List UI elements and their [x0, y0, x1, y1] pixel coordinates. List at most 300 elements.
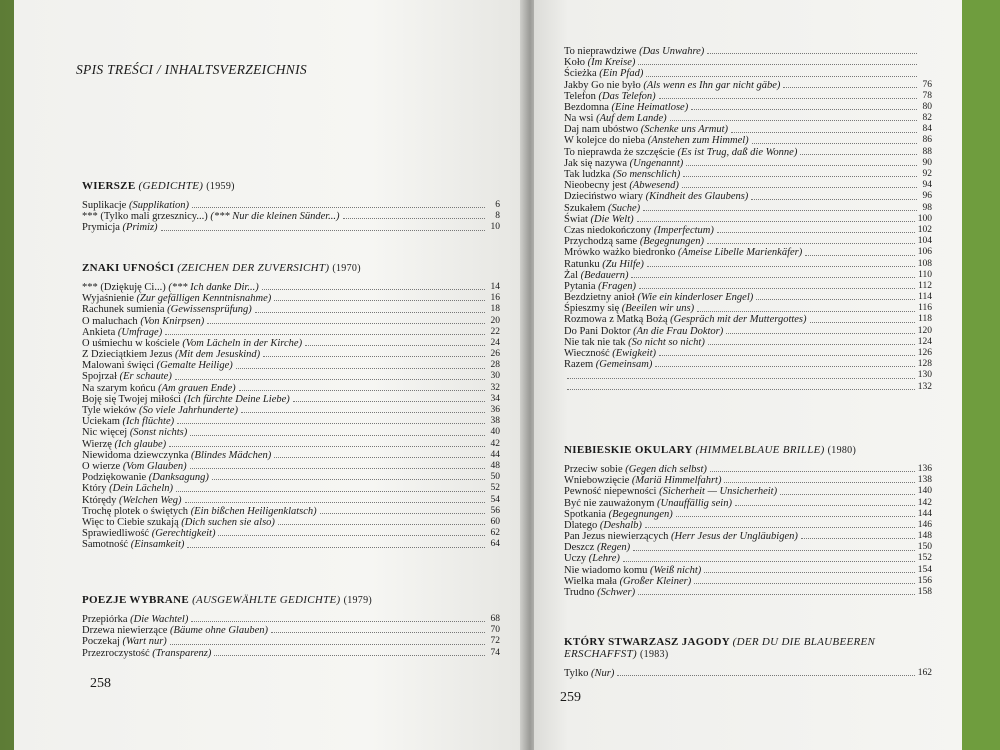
dot-leader: [207, 323, 485, 324]
entry-page-number: 60: [490, 516, 500, 527]
toc-entry: [564, 668, 932, 679]
entry-title-de: (Gespräch mit der Muttergottes): [670, 314, 807, 326]
dot-leader: [190, 468, 485, 469]
entry-title-de: (Suche): [608, 202, 641, 214]
entry-title-pl: O uśmiechu w kościele: [82, 337, 180, 349]
toc-entry: [82, 472, 500, 483]
entry-title-pl: Na szarym końcu: [82, 382, 156, 394]
dot-leader: [637, 221, 915, 222]
entry-page-number: 98: [922, 202, 932, 213]
entry-page-number: 124: [917, 336, 932, 347]
entry-title-pl: Wniebowzięcie: [564, 475, 630, 487]
entry-title-pl: Żal: [564, 269, 578, 281]
entry-page-number: 10: [490, 222, 500, 233]
dot-leader: [756, 299, 915, 300]
dot-leader: [717, 232, 915, 233]
entry-page-number: 108: [917, 258, 932, 269]
entry-title-de: (Supplikation): [128, 199, 190, 211]
entry-page-number: 42: [490, 438, 500, 449]
entry-title-de: (Dich suchen sie also): [181, 516, 275, 528]
entry-page-number: 8: [495, 211, 500, 222]
entry-title-pl: To nieprawdziwe: [564, 45, 637, 57]
entry-title-de: (Vom Lächeln in der Kirche): [182, 337, 303, 349]
entry-page-number: 28: [490, 360, 500, 371]
toc-entry: [564, 382, 932, 393]
entry-title-pl: Czas niedokończony: [564, 224, 652, 236]
entry-title-de: (Gewissensprüfung): [167, 304, 252, 316]
entry-title-de: (Wie ein kinderloser Engel): [637, 292, 754, 304]
dot-leader: [645, 527, 915, 528]
toc-entry: [564, 236, 932, 247]
entry-page-number: 16: [490, 293, 500, 304]
entry-title-de: (Wart nur): [122, 636, 167, 648]
entry-title-de: (Gegen dich selbst): [625, 463, 707, 475]
entry-title-de: (Dein Lächeln): [109, 483, 173, 495]
toc-section: [82, 180, 500, 234]
toc-entry: [564, 292, 932, 303]
dot-leader: [191, 621, 485, 622]
entry-title-pl: Bezdzietny anioł: [564, 292, 635, 304]
toc-entry: [82, 614, 500, 625]
entry-page-number: 96: [922, 191, 932, 202]
dot-leader: [708, 344, 915, 345]
entry-title-de: (Er schaute): [119, 371, 172, 383]
entry-page-number: 82: [922, 113, 932, 124]
toc-entry: [564, 576, 932, 587]
entry-page-number: 102: [917, 224, 932, 235]
entry-title-de: (Gerechtigkeit): [151, 528, 216, 540]
entry-title-de: (Weiß nicht): [650, 564, 702, 576]
dot-leader: [780, 494, 915, 495]
toc-entry: [82, 327, 500, 338]
entry-page-number: 88: [922, 146, 932, 157]
entry-title-de: (Ameise Libelle Marienkäfer): [678, 247, 803, 259]
dot-leader: [255, 312, 485, 313]
toc-entry: [82, 648, 500, 659]
entry-title-pl: Samotność: [82, 539, 129, 551]
entry-title-pl: Spotkania: [564, 508, 606, 520]
entry-page-number: 48: [490, 460, 500, 471]
toc-entry: [564, 348, 932, 359]
left-page: [14, 0, 524, 750]
entry-page-number: 152: [917, 553, 932, 564]
toc-entry: [82, 349, 500, 360]
entry-title-de: (Kindheit des Glaubens): [645, 191, 749, 203]
dot-leader: [320, 513, 485, 514]
entry-title-pl: Wielka mała: [564, 575, 617, 587]
toc-entry: [564, 326, 932, 337]
entry-title-de: (Gemeinsam): [595, 359, 653, 371]
toc-entry: [82, 372, 500, 383]
dot-leader: [676, 516, 915, 517]
entry-title-de: (Fragen): [598, 280, 637, 292]
entry-title-de: (Schwer): [597, 587, 636, 599]
entry-title-de: (Bäume ohne Glauben): [170, 625, 269, 637]
dot-leader: [236, 368, 485, 369]
dot-leader: [567, 389, 915, 390]
toc-entry: [82, 304, 500, 315]
dot-leader: [801, 538, 915, 539]
entry-title-de: (Begegnungen): [639, 236, 704, 248]
entry-page-number: 118: [918, 314, 932, 325]
entry-page-number: 114: [918, 292, 932, 303]
dot-leader: [274, 457, 485, 458]
entry-title-pl: *** (Dziękuję Ci...): [82, 281, 166, 293]
toc-entry: [564, 91, 932, 102]
toc-entry: [564, 554, 932, 565]
entry-page-number: 148: [917, 531, 932, 542]
entry-page-number: 104: [917, 236, 932, 247]
entry-title-pl: Przepiórka: [82, 613, 128, 625]
toc-entry: [82, 211, 500, 222]
dot-leader: [659, 98, 917, 99]
entry-title-pl: Którędy: [82, 494, 117, 506]
entry-title-de: (So viele Jahrhunderte): [139, 405, 238, 417]
entry-title-pl: Razem: [564, 359, 594, 371]
entry-title-pl: Pytania: [564, 280, 596, 292]
toc-entry: [564, 498, 932, 509]
toc-section: [82, 594, 500, 659]
toc-entry: [82, 461, 500, 472]
entry-page-number: 94: [922, 180, 932, 191]
page-number: 259: [560, 690, 581, 705]
dot-leader: [218, 535, 485, 536]
entry-title-de: (Regen): [596, 542, 631, 554]
entry-page-number: 14: [490, 281, 500, 292]
entry-title-pl: Rachunek sumienia: [82, 304, 165, 316]
dot-leader: [165, 334, 485, 335]
entry-page-number: 144: [917, 508, 932, 519]
entry-title-pl: Pewność niepewności: [564, 486, 657, 498]
dot-leader: [686, 165, 917, 166]
toc-entry: [564, 80, 932, 91]
toc-entry: [82, 293, 500, 304]
toc-entry: [564, 509, 932, 520]
dot-leader: [278, 524, 485, 525]
toc-entry: [564, 147, 932, 158]
entry-page-number: 74: [490, 647, 500, 658]
entry-title-pl: Spojrzał: [82, 371, 117, 383]
entry-title-de: (Die Wachtel): [130, 613, 189, 625]
dot-leader: [271, 632, 485, 633]
dot-leader: [670, 120, 917, 121]
toc-entry: [564, 180, 932, 191]
entry-title-pl: To nieprawda że szczęście: [564, 146, 675, 158]
entry-title-de: (An die Frau Doktor): [633, 325, 724, 337]
entry-page-number: 30: [490, 371, 500, 382]
entry-page-number: 90: [922, 157, 932, 168]
entry-title-de: (Ungenannt): [629, 157, 684, 169]
entry-title-de: (Imperfectum): [653, 224, 714, 236]
dot-leader: [293, 401, 485, 402]
entry-page-number: 44: [490, 449, 500, 460]
entry-page-number: 142: [917, 497, 932, 508]
entry-page-number: 72: [490, 636, 500, 647]
entry-page-number: 68: [490, 613, 500, 624]
entry-page-number: 158: [917, 587, 932, 598]
entry-page-number: 86: [922, 135, 932, 146]
entry-page-number: 110: [918, 269, 932, 280]
entry-title-de: (Großer Kleiner): [619, 575, 692, 587]
entry-title-de: (Im Kreise): [587, 57, 636, 69]
entry-title-de: (Nur): [590, 667, 615, 679]
toc-entry: [564, 57, 932, 68]
entry-title-de: (*** Nur die kleinen Sünder...): [210, 211, 340, 223]
toc-entry: [564, 315, 932, 326]
dot-leader: [646, 76, 917, 77]
entry-page-number: 18: [490, 304, 500, 315]
dot-leader: [707, 53, 917, 54]
entry-page-number: 36: [490, 405, 500, 416]
entry-title-de: (Ich flüchte): [122, 416, 175, 428]
entry-page-number: 76: [922, 79, 932, 90]
entry-title-de: (Abwesend): [629, 180, 679, 192]
entry-title-pl: Przezroczystość: [82, 647, 150, 659]
entry-title-de: (Schenke uns Armut): [640, 124, 728, 136]
entry-title-pl: Rozmowa z Matką Bożą: [564, 314, 668, 326]
entry-title-de: (Herr Jesus der Ungläubigen): [671, 531, 798, 543]
toc-entry: [564, 113, 932, 124]
entry-title-pl: Daj nam ubóstwo: [564, 124, 639, 136]
dot-leader: [214, 655, 485, 656]
dot-leader: [185, 502, 485, 503]
toc-entry: [82, 439, 500, 450]
entry-page-number: 62: [490, 528, 500, 539]
entry-title-de: (Transparenz): [152, 647, 212, 659]
dot-leader: [190, 435, 485, 436]
section-title: ZNAKI UFNOŚCI (ZEICHEN DER ZUVERSICHT) (1970): [82, 262, 361, 274]
dot-leader: [161, 230, 485, 231]
entry-title-de: (Das Telefon): [598, 90, 656, 102]
dot-leader: [752, 143, 917, 144]
entry-title-pl: Tak ludzka: [564, 169, 611, 181]
toc-entry: [564, 169, 932, 180]
dot-leader: [175, 379, 485, 380]
dot-leader: [707, 243, 915, 244]
section-title: KTÓRY STWARZASZ JAGODY (DER DU DIE BLAUBEEREN ERSCHAFFST) (1983): [564, 636, 876, 660]
dot-leader: [192, 207, 485, 208]
entry-page-number: 106: [917, 247, 932, 258]
dot-leader: [643, 210, 917, 211]
toc-continued-list: [564, 46, 932, 393]
entry-title-de: (Am grauen Ende): [158, 382, 236, 394]
entry-title-de: (Unauffällig sein): [657, 497, 732, 509]
entry-title-de: (Ich glaube): [114, 438, 167, 450]
entry-title-de: (Auf dem Lande): [596, 113, 667, 125]
toc-entry: [82, 282, 500, 293]
toc-entry: [564, 270, 932, 281]
entry-title-pl: *** (Tylko mali grzesznicy...): [82, 211, 208, 223]
dot-leader: [800, 154, 917, 155]
toc-entry: [564, 68, 932, 79]
dot-leader: [724, 482, 914, 483]
entry-page-number: 126: [917, 348, 932, 359]
entry-title-de: (Mit dem Jesuskind): [175, 349, 261, 361]
entry-title-pl: Telefon: [564, 90, 596, 102]
entry-title-pl: Tylko: [564, 667, 589, 679]
entry-page-number: 34: [490, 393, 500, 404]
dot-leader: [731, 132, 917, 133]
entry-title-de: (Die Welt): [590, 213, 634, 225]
entry-title-pl: Który: [82, 483, 107, 495]
entry-page-number: 32: [490, 382, 500, 393]
entry-title-de: (Blindes Mädchen): [191, 449, 272, 461]
entry-title-de: (Ein Pfad): [599, 68, 644, 80]
entry-page-number: 112: [918, 280, 932, 291]
entry-page-number: 56: [490, 505, 500, 516]
entry-title-pl: Mrówko ważko biedronko: [564, 247, 676, 259]
entry-title-pl: Nie tak nie tak: [564, 336, 626, 348]
toc-entry: [82, 222, 500, 233]
entry-title-pl: Niewidoma dziewczynka: [82, 449, 189, 461]
toc-entry: [82, 383, 500, 394]
entry-title-pl: Nieobecny jest: [564, 180, 627, 192]
entry-title-de: (Zur gefälligen Kenntnisnahme): [136, 293, 272, 305]
entry-title-pl: O maluchach: [82, 315, 138, 327]
entry-title-de: (Lehre): [588, 553, 620, 565]
entry-title-de: (Sonst nichts): [129, 427, 188, 439]
toc-entry: [564, 191, 932, 202]
entry-page-number: 100: [917, 213, 932, 224]
entry-page-number: 40: [490, 427, 500, 438]
dot-leader: [623, 561, 915, 562]
toc-entry: [82, 394, 500, 405]
toc-entry: [564, 259, 932, 270]
entry-title-pl: Wyjaśnienie: [82, 293, 134, 305]
entry-title-de: (Sicherheit — Unsicherheit): [659, 486, 778, 498]
entry-title-de: (Einsamkeit): [130, 539, 185, 551]
entry-title-pl: Trochę plotek o świętych: [82, 505, 189, 517]
entry-page-number: 22: [490, 326, 500, 337]
toc-entry: [82, 528, 500, 539]
dot-leader: [239, 390, 485, 391]
entry-title-pl: Szukałem: [564, 202, 606, 214]
dot-leader: [177, 423, 485, 424]
entry-title-de: (Ich fürchte Deine Liebe): [183, 393, 290, 405]
toc-entry: [564, 587, 932, 598]
entry-title-pl: Sprawiedliwość: [82, 528, 150, 540]
entry-title-pl: O wierze: [82, 460, 121, 472]
toc-entry: [82, 427, 500, 438]
entry-title-pl: Bezdomna: [564, 101, 609, 113]
toc-entry: [564, 203, 932, 214]
toc-entry: [82, 338, 500, 349]
toc-section: [564, 444, 932, 598]
toc-entry: [82, 636, 500, 647]
dot-leader: [638, 594, 915, 595]
dot-leader: [274, 300, 485, 301]
dot-leader: [241, 412, 485, 413]
entry-title-de: (Zu Hilfe): [602, 258, 644, 270]
toc-entry: [564, 565, 932, 576]
dot-leader: [735, 505, 915, 506]
entry-title-de: (Deshalb): [599, 519, 642, 531]
section-title: WIERSZE (GEDICHTE) (1959): [82, 180, 235, 192]
entry-page-number: 38: [490, 416, 500, 427]
dot-leader: [783, 87, 917, 88]
entry-title-pl: Ratunku: [564, 258, 600, 270]
entry-title-pl: Uciekam: [82, 416, 120, 428]
entry-title-pl: Dzieciństwo wiary: [564, 191, 644, 203]
cover-edge: [962, 0, 1000, 750]
toc-entry: [564, 520, 932, 531]
entry-title-de: (Ein bißchen Heiligenklatsch): [190, 505, 317, 517]
toc-entry: [564, 337, 932, 348]
entry-title-pl: Przychodzą same: [564, 236, 638, 248]
dot-leader: [710, 471, 915, 472]
entry-title-de: (Danksagung): [148, 472, 209, 484]
dot-leader: [170, 644, 485, 645]
entry-page-number: 80: [922, 101, 932, 112]
toc-entry: [564, 158, 932, 169]
entry-title-pl: Boję się Twojej miłości: [82, 393, 182, 405]
toc-entry: [564, 475, 932, 486]
entry-page-number: 140: [917, 486, 932, 497]
entry-title-de: (Anstehen zum Himmel): [647, 135, 749, 147]
entry-page-number: 132: [917, 381, 932, 392]
toc-entry: [564, 124, 932, 135]
entry-page-number: 128: [917, 359, 932, 370]
entry-title-de: (Begegnungen): [608, 508, 673, 520]
entry-title-pl: Ścieżka: [564, 68, 597, 80]
toc-entry: [82, 483, 500, 494]
dot-leader: [567, 378, 915, 379]
toc-entry: [564, 359, 932, 370]
dot-leader: [683, 176, 917, 177]
entry-page-number: 70: [490, 625, 500, 636]
dot-leader: [694, 583, 915, 584]
toc-entry: [564, 136, 932, 147]
toc-entry: [564, 46, 932, 57]
entry-title-pl: Uczy: [564, 553, 587, 565]
entry-page-number: 26: [490, 349, 500, 360]
entry-title-pl: Jakby Go nie było: [564, 79, 641, 91]
section-title: POEZJE WYBRANE (AUSGEWÄHLTE GEDICHTE) (1979): [82, 594, 373, 606]
toc-entry: [564, 225, 932, 236]
entry-page-number: 6: [495, 199, 500, 210]
entry-page-number: 20: [490, 315, 500, 326]
entry-page-number: 156: [917, 575, 932, 586]
dot-leader: [697, 311, 915, 312]
dot-leader: [617, 675, 914, 676]
dot-leader: [262, 289, 485, 290]
toc-entry: [82, 360, 500, 371]
toc-entry: [564, 542, 932, 553]
toc-entry: [564, 281, 932, 292]
dot-leader: [305, 345, 485, 346]
toc-entry: [564, 102, 932, 113]
entry-title-pl: Śpieszmy się: [564, 303, 620, 315]
toc-entry: [564, 370, 932, 381]
toc-entry: [564, 303, 932, 314]
entry-title-pl: Nie wiadomo komu: [564, 564, 648, 576]
entry-page-number: 146: [917, 519, 932, 530]
entry-title-pl: Poczekaj: [82, 636, 120, 648]
entry-title-pl: Prymicja: [82, 222, 120, 234]
entry-page-number: 84: [922, 124, 932, 135]
toc-entry: [82, 506, 500, 517]
entry-title-de: (Mariä Himmelfahrt): [631, 475, 722, 487]
entry-title-de: (So menschlich): [612, 169, 681, 181]
entry-title-pl: Trudno: [564, 587, 595, 599]
toc-entry: [82, 200, 500, 211]
entry-page-number: 52: [490, 483, 500, 494]
dot-leader: [810, 322, 916, 323]
toc-entry: [82, 450, 500, 461]
dot-leader: [691, 109, 917, 110]
toc-entry: [564, 247, 932, 258]
right-page: [534, 0, 962, 750]
